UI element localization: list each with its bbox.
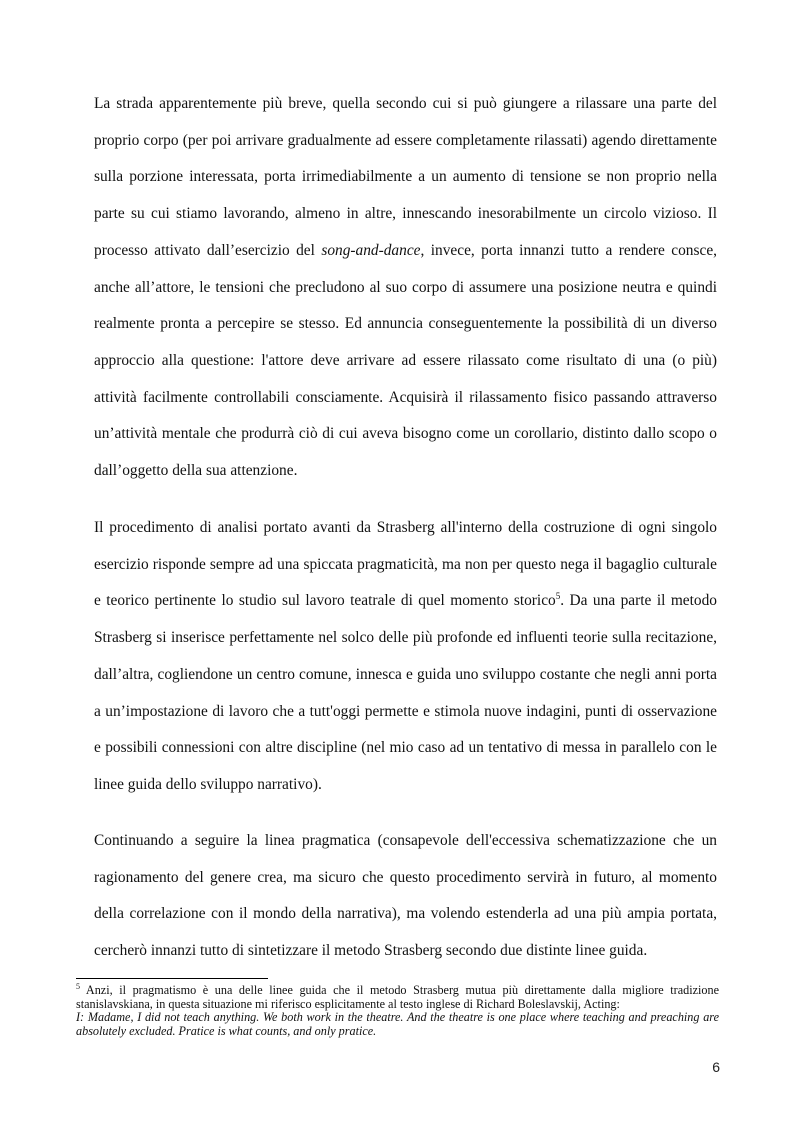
paragraph-1-text-b: , invece, porta innanzi tutto a rendere consce, anche all’attore, le tensioni che precludono al suo corpo di assumere una posizione neutra e quindi realmente pronta a percepire se stesso. Ed annuncia conseguentemente la possibilità di un diverso approccio alla questione: l'attore deve arrivare ad essere rilassato come risultato di una (o più) attività facilmente controllabili consciamente. Acquisirà il rilassamento fisico passando attraverso un’attività mentale che produrrà ciò di cui aveva bisogno come un corollario, distinto dallo scopo o dall’oggetto della sua attenzione. (94, 241, 718, 480)
paragraph-3 (94, 823, 717, 970)
footnote-text: Anzi, il pragmatismo è una delle linee guida che il metodo Strasberg mutua più direttamente dalla migliore tradizione stanislavskiana, in questa situazione mi riferisco esplicitamente al testo inglese di Richard Boleslavskij, Acting: (76, 983, 719, 1011)
paragraph-2-text-b: . Da una parte il metodo Strasberg si inserisce perfettamente nel solco delle più profonde ed influenti teorie sulla recitazione, dall’altra, cogliendone un centro comune, innesca e guida uno sviluppo costante che negli anni porta a un’impostazione di lavoro che a tutt'oggi permette e stimola nuove indagini, punti di osservazione e possibili connessioni con altre discipline (nel mio caso ad un tentativo di messa in parallelo con le linee guida dello sviluppo narrativo). (94, 592, 717, 793)
footnote-separator (76, 978, 268, 979)
footnote-reference[interactable]: 5 (555, 591, 561, 602)
footnote (76, 981, 719, 1038)
paragraph-2-text-a: Il procedimento di analisi portato avanti da Strasberg all'interno della costruzione di ogni singolo esercizio risponde sempre ad una spiccata pragmaticità, ma non per questo nega il bagaglio culturale e teorico pertinente lo studio sul lavoro teatrale di quel momento storico (94, 519, 717, 610)
paragraph-1-emphasis: song-and-dance (321, 241, 421, 259)
paragraph-2 (94, 510, 717, 804)
page-number: 6 (712, 1059, 720, 1075)
paragraph-1-text-a: La strada apparentemente più breve, quella secondo cui si può giungere a rilassare una parte del proprio corpo (per poi arrivare gradualmente ad essere completamente rilassati) agendo direttamente sulla porzione interessata, porta irrimediabilmente a un aumento di tensione se non proprio nella parte su cui stiamo lavorando, almeno in altre, innescando inesorabilmente un circolo vizioso. Il processo attivato dall’esercizio del (94, 95, 717, 259)
footnote-quote: I: Madame, I did not teach anything. We both work in the theatre. And the theatre is one place where teaching and preaching are absolutely excluded. Pratice is what counts, and only pratice. (76, 1010, 719, 1038)
paragraph-1 (94, 86, 717, 490)
paragraph-3-text: Continuando a seguire la linea pragmatica (consapevole dell'eccessiva schematizzazione che un ragionamento del genere crea, ma sicuro che questo procedimento servirà in futuro, al momento della correlazione con il mondo della narrativa), ma volendo estenderla ad una più ampia portata, cercherò innanzi tutto di sintetizzare il metodo Strasberg secondo due distinte linee guida. (94, 832, 717, 960)
footnote-body (76, 981, 719, 1011)
footnote-number: 5 (76, 981, 80, 991)
